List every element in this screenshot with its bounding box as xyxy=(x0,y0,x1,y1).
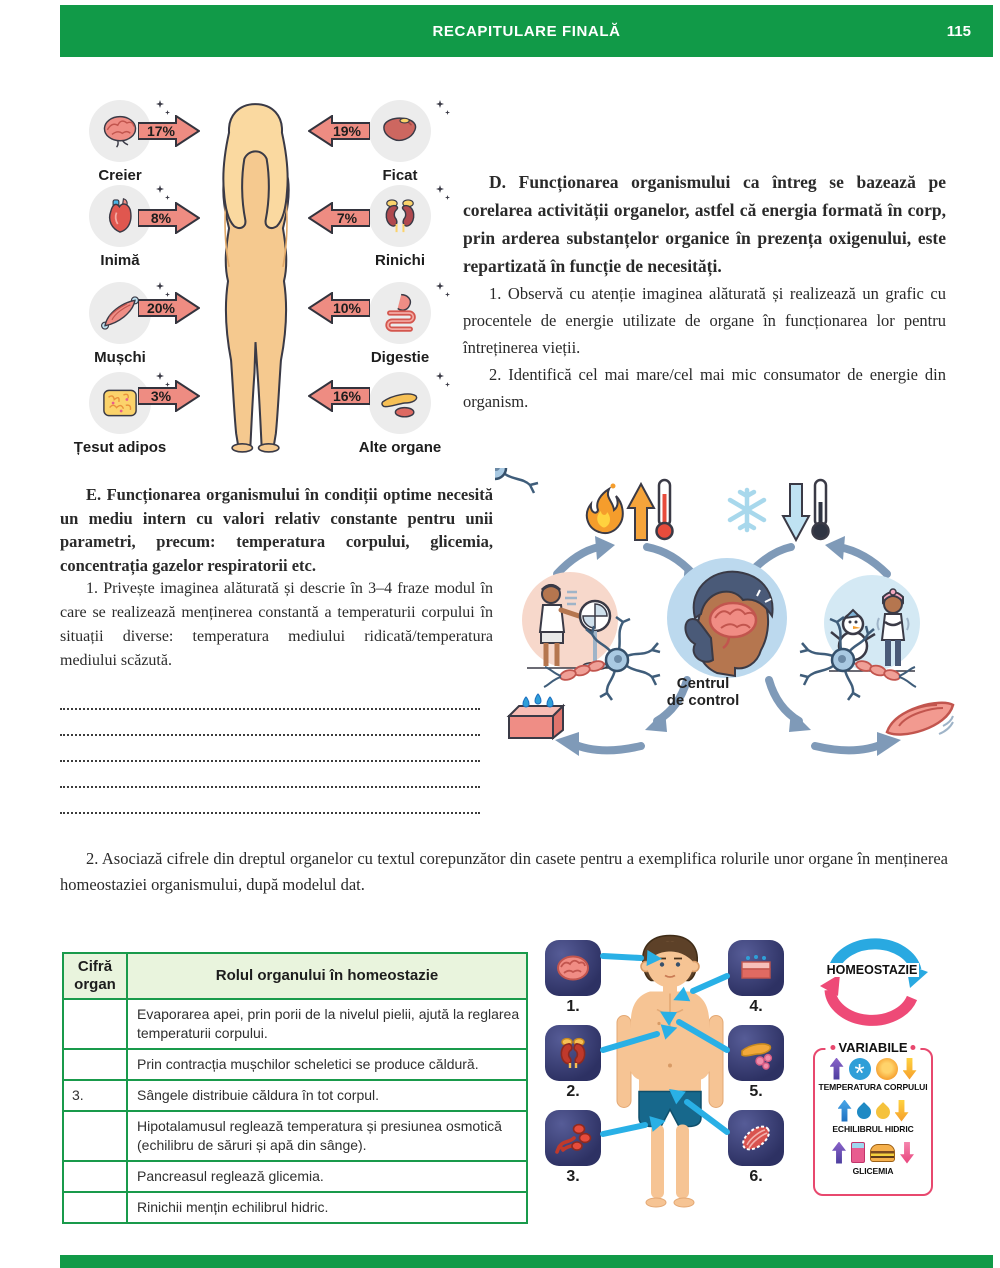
pancreas-icon xyxy=(369,372,431,434)
role-cell: Rinichii mențin echilibrul hidric. xyxy=(127,1192,527,1223)
hydric-icons-row xyxy=(815,1099,931,1122)
organ-label: Inimă xyxy=(100,252,140,269)
tile-number: 3. xyxy=(566,1168,580,1185)
dot xyxy=(911,1045,916,1050)
answer-line xyxy=(60,708,480,710)
percent-label: 16% xyxy=(332,388,362,404)
digit-cell xyxy=(63,1049,127,1080)
sparkle-icon xyxy=(445,382,450,387)
sparkle-icon xyxy=(436,282,444,290)
numbered-organs-body-map xyxy=(535,928,805,1220)
tile-number: 5. xyxy=(749,1083,763,1100)
organ-label: Mușchi xyxy=(94,349,146,366)
section-e-item1: 1. Privește imaginea alăturată și descrie în 3–4 fraze modul în care se realizează menținerea constantă a temperaturii corpului în situații diverse: temperatura mediului ridicată/temperatura mediului scăzută. xyxy=(60,580,493,669)
percent-label: 20% xyxy=(146,300,176,316)
energy-arrow-inima xyxy=(138,202,200,234)
tile-number: 4. xyxy=(749,998,763,1015)
table-row xyxy=(63,1192,527,1223)
neuron-icon xyxy=(495,468,538,508)
heat-icon xyxy=(587,484,623,534)
tile-5 xyxy=(728,1025,784,1081)
blood-vessels-icon xyxy=(554,1119,592,1157)
control-center-label: Centrul de control xyxy=(666,675,740,709)
energy-arrow-digestie xyxy=(308,292,370,324)
sparkle-icon xyxy=(156,372,164,380)
brain-icon xyxy=(554,949,592,987)
energy-arrow-rinichi xyxy=(308,202,370,234)
section-e xyxy=(60,483,493,673)
thermoregulation-illustration xyxy=(495,468,965,836)
header-bar xyxy=(60,5,993,57)
muscle-effector-icon xyxy=(887,703,953,735)
liver-icon xyxy=(369,100,431,162)
percent-label: 7% xyxy=(336,210,358,226)
up-arrow-icon xyxy=(830,1058,844,1080)
answer-line xyxy=(60,786,480,788)
digit-cell xyxy=(63,1161,127,1192)
energy-arrow-tesut-adipos xyxy=(138,380,200,412)
digit-cell xyxy=(63,999,127,1049)
page-number: 115 xyxy=(946,22,971,40)
water-drop-icon xyxy=(854,1102,874,1122)
sun-icon xyxy=(876,1058,898,1080)
tile-number: 1. xyxy=(566,998,580,1015)
variables-title: VARIABILE xyxy=(825,1040,920,1055)
sparkle-icon xyxy=(436,100,444,108)
sparkle-icon xyxy=(436,372,444,380)
cold-thermometer-icon xyxy=(813,480,829,539)
organ-label: Rinichi xyxy=(374,252,425,269)
percent-label: 19% xyxy=(332,123,362,139)
tile-4 xyxy=(728,940,784,996)
answer-line xyxy=(60,734,480,736)
temperature-down-arrow xyxy=(783,484,809,540)
pancreas-icon xyxy=(737,1034,775,1072)
role-cell: Pancreasul reglează glicemia. xyxy=(127,1161,527,1192)
energy-arrow-alte-organe xyxy=(308,380,370,412)
tile-1 xyxy=(545,940,601,996)
table-row xyxy=(63,999,527,1049)
table-row xyxy=(63,1049,527,1080)
tile-number: 2. xyxy=(566,1083,580,1100)
variables-box xyxy=(813,1040,933,1196)
section-d-item2: 2. Identifică cel mai mare/cel mai mic consumator de energie din organism. xyxy=(463,365,946,411)
organ-label: Alte organe xyxy=(358,439,442,456)
dot xyxy=(830,1045,835,1050)
sparkle-icon xyxy=(445,110,450,115)
down-arrow-icon xyxy=(903,1058,917,1080)
percent-label: 3% xyxy=(150,388,172,404)
muscle-icon xyxy=(737,1119,775,1157)
kidneys-icon xyxy=(369,185,431,247)
tile-3 xyxy=(545,1110,601,1166)
answer-line xyxy=(60,760,480,762)
section-e-lead: E. Funcționarea organismului în condiții optime necesită un mediu intern cu valori relativ constante pentru unii parametri, precum: temperatura corpului, glicemia, concentrația gazelor respiratorii etc. xyxy=(60,485,493,575)
table-row xyxy=(63,1111,527,1161)
sparkle-icon xyxy=(156,282,164,290)
temperature-icons-row xyxy=(815,1057,931,1080)
sparkle-icon xyxy=(156,185,164,193)
variable-label: GLICEMIA xyxy=(852,1166,894,1176)
energy-distribution-infographic xyxy=(60,92,460,467)
boy-figure xyxy=(605,930,735,1218)
organ-label: Digestie xyxy=(370,349,430,366)
down-arrow-icon xyxy=(900,1142,914,1164)
intestines-icon xyxy=(369,282,431,344)
col-header-rol: Rolul organului în homeostazie xyxy=(127,953,527,999)
table-row xyxy=(63,1080,527,1111)
juice-glass-icon xyxy=(851,1142,865,1163)
tile-6 xyxy=(728,1110,784,1166)
variable-label: TEMPERATURA CORPULUI xyxy=(818,1082,928,1092)
hot-thermometer-icon xyxy=(657,480,673,539)
tile-2 xyxy=(545,1025,601,1081)
glycemia-icons-row xyxy=(815,1141,931,1164)
percent-label: 10% xyxy=(332,300,362,316)
col-header-cifra-organ: Cifră organ xyxy=(63,953,127,999)
urine-drop-icon xyxy=(873,1102,893,1122)
variable-label: ECHILIBRUL HIDRIC xyxy=(832,1124,914,1134)
sparkle-icon xyxy=(156,100,164,108)
energy-arrow-ficat xyxy=(308,115,370,147)
homeostasis-title: HOMEOSTAZIE xyxy=(826,963,918,977)
sparkle-icon xyxy=(445,292,450,297)
page-title: RECAPITULARE FINALĂ xyxy=(432,22,621,40)
exercise2-text: 2. Asociază cifrele din dreptul organelor cu textul corepunzător din casete pentru a exemplifica rolurile unor organe în menținerea homeostaziei organismului, după modelul dat. xyxy=(60,849,948,894)
table-header-row xyxy=(63,953,527,999)
tile-number: 6. xyxy=(749,1168,763,1185)
table-row xyxy=(63,1161,527,1192)
digit-cell xyxy=(63,1192,127,1223)
homeostasis-table xyxy=(62,952,528,1224)
up-arrow-icon xyxy=(838,1100,852,1122)
snowflake-icon xyxy=(730,490,764,530)
section-d-lead: D. Funcționarea organismului ca întreg se bazează pe corelarea activității organelor, astfel că energia formată în corp, prin arderea substanțelor organice în prezența oxigenului, este repartizată în funcție de necesități. xyxy=(463,172,946,276)
role-cell: Evaporarea apei, prin porii de la nivelul pielii, ajută la reglarea temperaturii corpului. xyxy=(127,999,527,1049)
temperature-up-arrow xyxy=(628,484,654,540)
skin-icon xyxy=(737,949,775,987)
percent-label: 8% xyxy=(150,210,172,226)
thermoregulation-scene xyxy=(495,468,965,836)
human-body-silhouette xyxy=(197,98,315,454)
organ-label: Creier xyxy=(98,167,142,184)
digit-cell: 3. xyxy=(63,1080,127,1111)
organ-label: Țesut adipos xyxy=(73,439,167,456)
energy-arrow-muschi xyxy=(138,292,200,324)
up-arrow-icon xyxy=(832,1142,846,1164)
burger-icon xyxy=(870,1144,895,1162)
energy-arrow-creier xyxy=(138,115,200,147)
skin-sweat-icon xyxy=(509,694,563,738)
homeostasis-cycle-arrows xyxy=(808,932,936,1032)
section-d xyxy=(463,168,946,415)
digit-cell xyxy=(63,1111,127,1161)
role-cell: Prin contracția mușchilor scheletici se produce căldură. xyxy=(127,1049,527,1080)
down-arrow-icon xyxy=(895,1100,909,1122)
answer-line xyxy=(60,812,480,814)
role-cell: Hipotalamusul reglează temperatura și presiunea osmotică (echilibru de săruri și apă din sânge). xyxy=(127,1111,527,1161)
sparkle-icon xyxy=(445,195,450,200)
kidneys-icon xyxy=(554,1034,592,1072)
organ-label: Ficat xyxy=(382,167,418,184)
role-cell: Sângele distribuie căldura în tot corpul. xyxy=(127,1080,527,1111)
snowflake-icon: * xyxy=(849,1058,871,1080)
footer-bar xyxy=(60,1255,993,1268)
sparkle-icon xyxy=(165,195,170,200)
sparkle-icon xyxy=(436,185,444,193)
percent-label: 17% xyxy=(146,123,176,139)
section-d-item1: 1. Observă cu atenție imaginea alăturată și realizează un grafic cu procentele de energie utilizate de organe în funcționarea lor pentru întreținerea vieții. xyxy=(463,284,946,357)
homeostasis-diagram xyxy=(808,932,936,1218)
